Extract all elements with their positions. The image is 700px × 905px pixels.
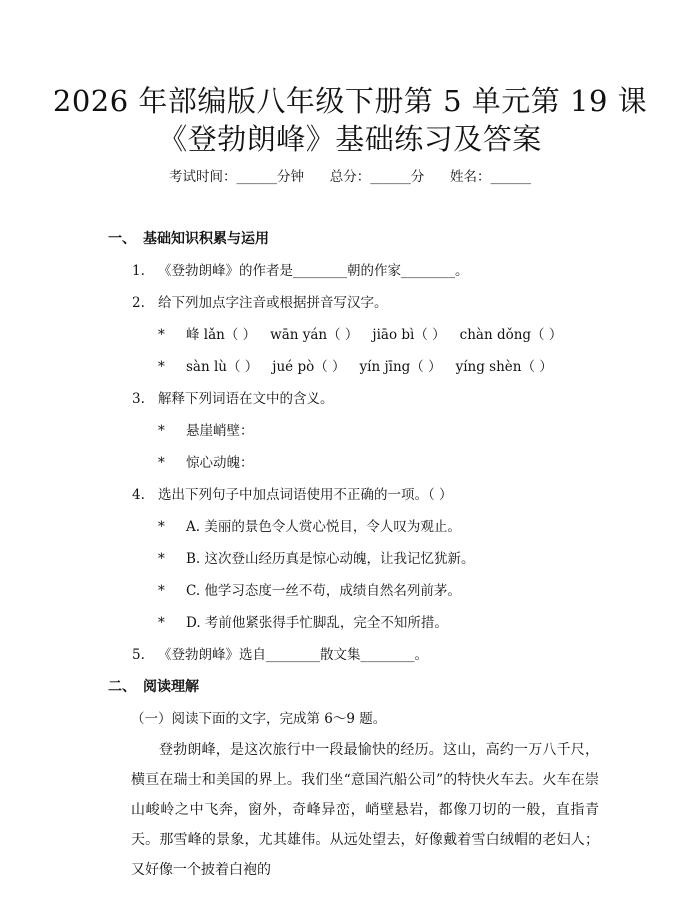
pinyin-item: 峰 lǎn（ ） — [186, 327, 257, 343]
section-heading-1 — [108, 229, 269, 249]
exam-meta — [0, 167, 700, 187]
exam-time: 考试时间：______分钟 — [169, 169, 304, 185]
definition-prompt: 悬崖峭壁： — [186, 423, 254, 439]
option-text: B. 这次登山经历真是惊心动魄，让我记忆犹新。 — [186, 551, 475, 567]
definition-item — [158, 421, 254, 441]
section-number: 二、 — [108, 679, 136, 695]
bullet: * — [158, 327, 165, 343]
bullet: * — [158, 423, 165, 439]
reading-passage — [131, 735, 599, 885]
option-c — [158, 581, 461, 601]
question-text: 选出下列句子中加点词语使用不正确的一项。（ ） — [158, 487, 453, 503]
question-number: 5. — [132, 647, 145, 663]
section-heading-2 — [108, 677, 199, 697]
question-text: 给下列加点字注音或根据拼音写汉字。 — [158, 295, 388, 311]
definition-item — [158, 453, 254, 473]
question-text: 《登勃朗峰》的作者是________朝的作家________。 — [158, 263, 469, 279]
pinyin-row-2 — [158, 357, 567, 377]
pinyin-item: chàn dǒng（ ） — [459, 327, 563, 343]
pinyin-item: wān yán（ ） — [270, 327, 359, 343]
bullet: * — [158, 551, 165, 567]
section-title: 基础知识积累与运用 — [143, 231, 269, 247]
question-text: 《登勃朗峰》选自________散文集________。 — [158, 647, 428, 663]
question-3 — [132, 389, 334, 409]
bullet: * — [158, 519, 165, 535]
question-text: 解释下列词语在文中的含义。 — [158, 391, 334, 407]
title-line-2: 《登勃朗峰》基础练习及答案 — [158, 122, 542, 156]
question-number: 4. — [132, 487, 145, 503]
question-number: 2. — [132, 295, 145, 311]
title-line-1: 2026 年部编版八年级下册第 5 单元第 19 课 — [52, 84, 648, 118]
bullet: * — [158, 455, 165, 471]
pinyin-item: sàn lù（ ） — [186, 359, 259, 375]
pinyin-item: jiāo bì（ ） — [372, 327, 446, 343]
option-d — [158, 613, 448, 633]
question-2 — [132, 293, 388, 313]
question-number: 1. — [132, 263, 145, 279]
option-b — [158, 549, 475, 569]
pinyin-item: jué pò（ ） — [272, 359, 346, 375]
pinyin-item: yín jīng（ ） — [359, 359, 442, 375]
question-number: 3. — [132, 391, 145, 407]
passage-paragraph: 登勃朗峰，是这次旅行中一段最愉快的经历。这山，高约一万八千尺，横亘在瑞士和美国的界上。我们坐“意国汽船公司”的特快火车去。火车在崇山峻岭之中飞奔，窗外，奇峰异峦，峭壁悬岩，都像刀切的一般，直指青天。那雪峰的景象，尤其雄伟。从远处望去，好像戴着雪白绒帽的老妇人；又好像一个披着白袍的 — [131, 742, 599, 878]
total-score: 总分：______分 — [329, 169, 425, 185]
student-name: 姓名：______ — [450, 169, 531, 185]
option-text: D. 考前他紧张得手忙脚乱，完全不知所措。 — [186, 615, 448, 631]
question-1 — [132, 261, 469, 281]
bullet: * — [158, 583, 165, 599]
section-number: 一、 — [108, 231, 136, 247]
pinyin-row-1 — [158, 325, 576, 345]
reading-instruction: （一）阅读下面的文字，完成第 6～9 题。 — [131, 711, 387, 727]
pinyin-item: yíng shèn（ ） — [455, 359, 553, 375]
bullet: * — [158, 615, 165, 631]
question-4 — [132, 485, 453, 505]
option-a — [158, 517, 461, 537]
section-title: 阅读理解 — [143, 679, 199, 695]
option-text: C. 他学习态度一丝不苟，成绩自然名列前茅。 — [186, 583, 461, 599]
definition-prompt: 惊心动魄： — [186, 455, 254, 471]
bullet: * — [158, 359, 165, 375]
option-text: A. 美丽的景色令人赏心悦目，令人叹为观止。 — [186, 519, 461, 535]
question-5 — [132, 645, 428, 665]
